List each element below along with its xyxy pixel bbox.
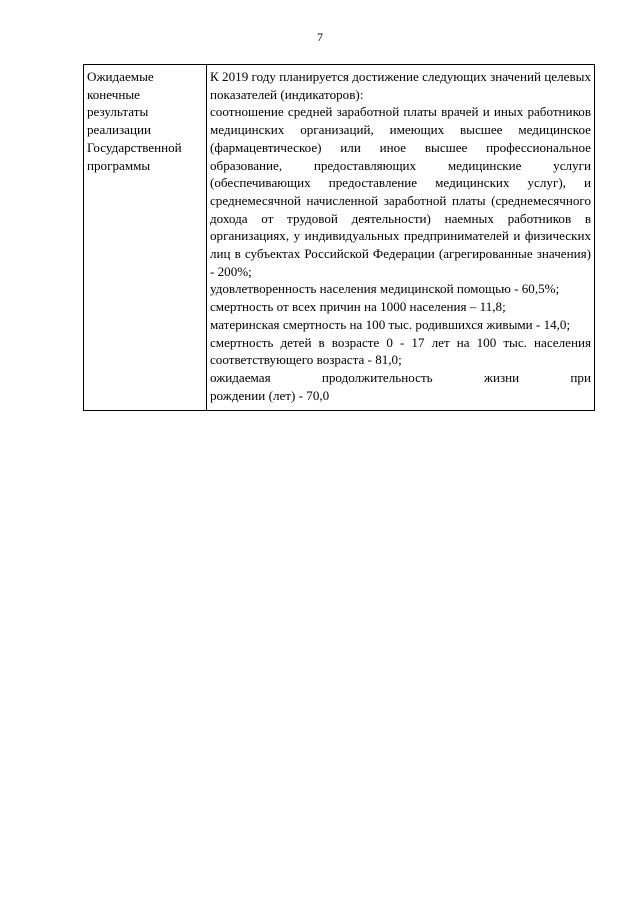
program-passport-table [83, 64, 595, 411]
indicator-maternal-mortality: материнская смертность на 100 тыс. родившихся живыми - 14,0; [210, 316, 571, 332]
row-label-line: конечные [87, 86, 140, 102]
row-label-cell [84, 65, 207, 411]
row-label-line: Ожидаемые [87, 69, 154, 84]
indicator-satisfaction: удовлетворенность населения медицинской помощью - 60,5%; [210, 281, 560, 297]
indicator-life-expectancy: ожидаемая продолжительность жизни при [210, 369, 591, 385]
indicator-life-expectancy-value: рождении (лет) - 70,0 [210, 387, 330, 403]
table-row [84, 65, 595, 411]
indicator-mortality: смертность от всех причин на 1000 населения – 11,8; [210, 299, 506, 315]
row-label-line: Государственной [87, 139, 182, 155]
intro-text: К 2019 году планируется достижение следующих значений целевых показателей (индикаторов): [210, 69, 591, 102]
indicator-child-mortality: смертность детей в возрасте 0 - 17 лет на 100 тыс. населения соответствующего возраста - 81,0; [210, 334, 591, 368]
row-value-cell [207, 65, 595, 411]
row-label-line: программы [87, 157, 151, 173]
row-label-line: результаты [87, 104, 149, 120]
indicator-salary-ratio: соотношение средней заработной платы врачей и иных работников медицинских организаций, имеющих высшее медицинское (фармацевтическое) или иное высшее профессиональное образование, предоставляющих медицинские услуги (обеспечивающих предоставление медицинских услуг), и среднемесячной начисленной заработной платы (среднемесячного дохода от трудовой деятельности) наемных работников в организациях, у индивидуальных предпринимателей и физических лиц в субъектах Российской Федерации (агрегированные значения) - 200%; [210, 104, 591, 279]
row-label-line: реализации [87, 122, 151, 138]
page-number: 7 [317, 30, 323, 44]
